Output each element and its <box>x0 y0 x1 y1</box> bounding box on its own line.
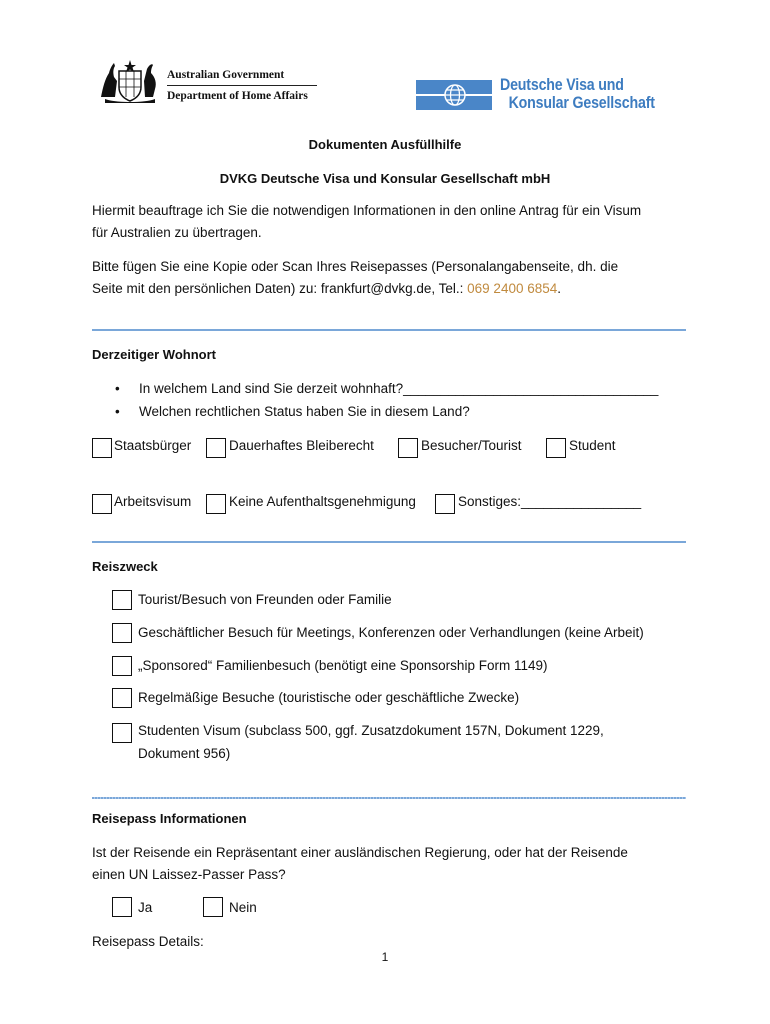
checkbox-sponsored-familienbesuch[interactable] <box>112 656 132 676</box>
checkbox-dauerhaftes-bleiberecht[interactable] <box>206 438 226 458</box>
dvkg-logo-text <box>500 76 655 112</box>
section-heading-reisepass: Reisepass Informationen <box>92 811 247 826</box>
attach-paragraph <box>92 256 692 300</box>
globe-icon <box>444 84 466 106</box>
document-title: Dokumenten Ausfüllhilfe <box>308 137 462 152</box>
dvkg-logo-bar <box>416 80 492 110</box>
dvkg-line2: Konsular Gesellschaft <box>508 94 655 112</box>
attach-line2 <box>92 278 692 300</box>
reisepass-question-line2: einen UN Laissez-Passer Pass? <box>92 867 286 882</box>
reisepass-question-line1: Ist der Reisende ein Repräsentant einer ausländischen Regierung, oder hat der Reisende <box>92 845 628 860</box>
label-dauerhaftes-bleiberecht: Dauerhaftes Bleiberecht <box>229 438 374 453</box>
attach-end: . <box>557 281 562 296</box>
coat-of-arms-icon <box>97 57 163 105</box>
reisepass-question <box>92 842 692 886</box>
label-staatsbuerger: Staatsbürger <box>114 438 192 453</box>
label-geschaeftlicher-besuch: Geschäftlicher Besuch für Meetings, Konferenzen oder Verhandlungen (keine Arbeit) <box>138 625 644 640</box>
intro-line2: für Australien zu übertragen. <box>92 225 262 240</box>
label-sponsored-familienbesuch: „Sponsored“ Familienbesuch (benötigt eine Sponsorship Form 1149) <box>138 658 548 673</box>
label-ja: Ja <box>138 900 153 915</box>
checkbox-nein[interactable] <box>203 897 223 917</box>
label-arbeitsvisum: Arbeitsvisum <box>114 494 192 509</box>
label-tourist-besuch: Tourist/Besuch von Freunden oder Familie <box>138 592 392 607</box>
label-nein: Nein <box>229 900 257 915</box>
gov-logo-text <box>167 68 317 103</box>
checkbox-sonstiges[interactable] <box>435 494 455 514</box>
section-divider <box>92 541 686 543</box>
checkbox-staatsbuerger[interactable] <box>92 438 112 458</box>
question-country: In welchem Land sind Sie derzeit wohnhaft?__________________________________ <box>139 381 659 396</box>
checkbox-studenten-visum[interactable] <box>112 723 132 743</box>
department-name: Department of Home Affairs <box>167 90 308 102</box>
checkbox-student[interactable] <box>546 438 566 458</box>
checkbox-arbeitsvisum[interactable] <box>92 494 112 514</box>
label-regelmaessige-besuche: Regelmäßige Besuche (touristische oder geschäftliche Zwecke) <box>138 690 520 705</box>
bullet-icon: • <box>115 404 120 419</box>
label-studenten-visum: Studenten Visum (subclass 500, ggf. Zusatzdokument 157N, Dokument 1229, <box>138 723 604 738</box>
gov-name: Australian Government <box>167 68 317 86</box>
checkbox-geschaeftlicher-besuch[interactable] <box>112 623 132 643</box>
checkbox-keine-aufenthaltsgenehmigung[interactable] <box>206 494 226 514</box>
label-studenten-visum-line2: Dokument 956) <box>138 746 231 761</box>
attach-line1: Bitte fügen Sie eine Kopie oder Scan Ihres Reisepasses (Personalangabenseite, dh. die <box>92 259 619 274</box>
checkbox-tourist-besuch[interactable] <box>112 590 132 610</box>
checkbox-regelmaessige-besuche[interactable] <box>112 688 132 708</box>
label-keine-aufenthaltsgenehmigung: Keine Aufenthaltsgenehmigung <box>229 494 416 509</box>
checkbox-besucher-tourist[interactable] <box>398 438 418 458</box>
label-sonstiges: Sonstiges:________________ <box>458 494 642 509</box>
checkbox-ja[interactable] <box>112 897 132 917</box>
bullet-icon: • <box>115 381 120 396</box>
section-divider <box>92 329 686 331</box>
intro-paragraph <box>92 200 692 244</box>
attach-text: Seite mit den persönlichen Daten) zu: frankfurt@dvkg.de, Tel.: <box>92 281 468 296</box>
label-besucher-tourist: Besucher/Tourist <box>421 438 522 453</box>
question-status: Welchen rechtlichen Status haben Sie in diesem Land? <box>139 404 470 419</box>
australian-government-logo <box>97 57 322 105</box>
document-subtitle: DVKG Deutsche Visa und Konsular Gesellschaft mbH <box>219 171 551 186</box>
section-divider <box>92 797 686 799</box>
page-number: 1 <box>381 950 389 964</box>
phone-number: 069 2400 6854 <box>467 281 558 296</box>
section-heading-wohnort: Derzeitiger Wohnort <box>92 347 216 362</box>
dvkg-logo <box>416 76 666 116</box>
label-student: Student <box>569 438 616 453</box>
intro-line1: Hiermit beauftrage ich Sie die notwendigen Informationen in den online Antrag für ein Visum <box>92 203 642 218</box>
reisepass-details: Reisepass Details: <box>92 934 204 949</box>
section-heading-reiszweck: Reiszweck <box>92 559 158 574</box>
dvkg-line1: Deutsche Visa und <box>500 76 624 94</box>
